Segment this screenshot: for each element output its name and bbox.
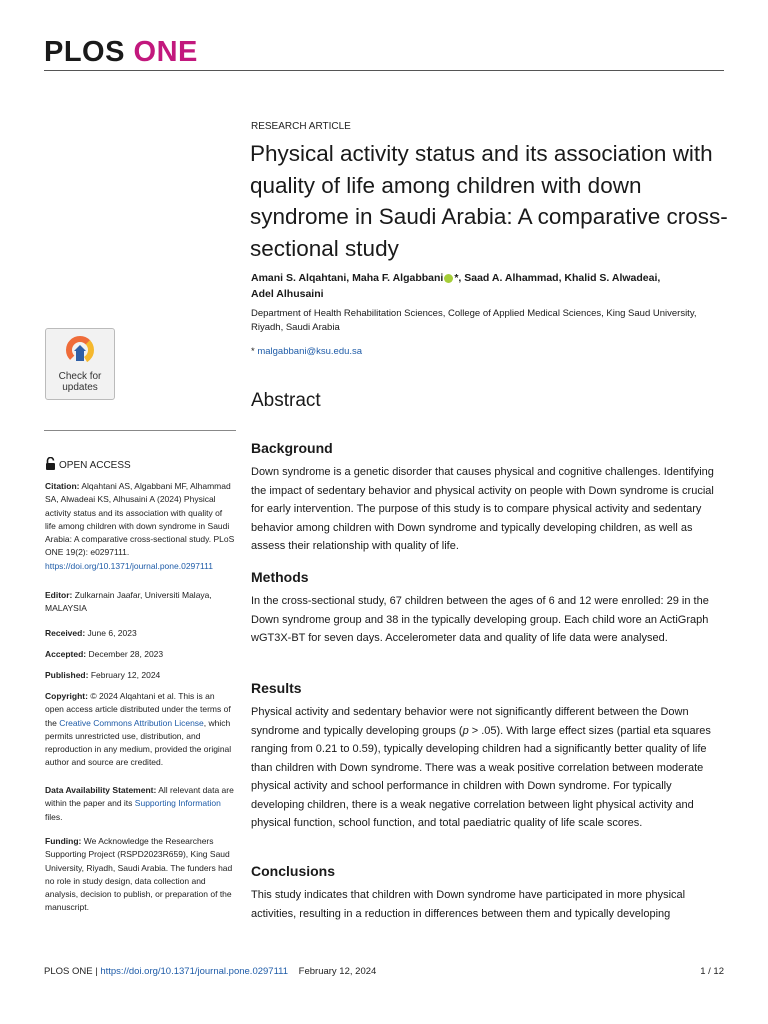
authors-part2: *, Saad A. Alhammad, Khalid S. Alwadeai, [454, 272, 661, 284]
affiliation: Department of Health Rehabilitation Sciences, College of Applied Medical Sciences, King Saud University, Riyadh, Saudi Arabia [251, 308, 697, 333]
funding-block [45, 835, 235, 915]
accepted-date: December 28, 2023 [88, 649, 164, 659]
header-rule [44, 70, 724, 71]
received-label: Received: [45, 628, 86, 638]
copyright-text-1: © 2024 Alqahtani et al. This is an open access article distributed under the terms of the [45, 691, 231, 728]
published-date: February 12, 2024 [90, 670, 161, 680]
abstract-heading: Abstract [251, 390, 321, 411]
check-updates-icon [65, 335, 95, 365]
email-star: * [251, 346, 258, 357]
funding-text: We Acknowledge the Researchers Supporting Project (RSPD2023R659), King Saud University, Riyadh, Saudi Arabia. The funders had no role in study design, data collection and analysis, decision to publish, or preparation of the manuscript. [45, 836, 233, 913]
license-link[interactable]: Creative Commons Attribution License [59, 717, 204, 728]
logo-one: ONE [133, 36, 198, 68]
corresponding-email [251, 346, 362, 357]
background-text: Down syndrome is a genetic disorder that causes physical and cognitive challenges. Identifying the impact of sedentary behavior and physical activity on people with Down syndrome is crucial for early intervention. The purpose of this study is to compare physical activity and sedentary behavior among children with Down syndrome and typically developing children, as well as assess their relationship with quality of life. [251, 466, 714, 552]
citation-text: Alqahtani AS, Algabbani MF, Alhammad SA, Alwadeai KS, Alhusaini A (2024) Physical activity status and its association with quality of life among children with down syndrome in Saudi Arabia: A comparative cross-sectional study. PLoS ONE 19(2): e0297111. [45, 481, 235, 558]
authors-part1: Amani S. Alqahtani, Maha F. Algabbani [251, 272, 444, 284]
received-date: June 6, 2023 [87, 628, 137, 638]
results-text-1: Physical activity and sedentary behavior were not significantly different between the Down syndrome and typically developing groups ( [251, 706, 689, 737]
published-label: Published: [45, 670, 89, 680]
editor-block [45, 589, 235, 616]
methods-text: In the cross-sectional study, 67 children between the ages of 6 and 12 were enrolled: 29 in the Down syndrome group and 38 in the typically developing group. Each child wore an ActiGraph wGT3X-BT for seven days. Accelerometer data and quality of life data were analysed. [251, 595, 709, 644]
citation-block [45, 480, 235, 573]
results-p-symbol: p [462, 724, 469, 737]
page-number: 1 / 12 [700, 966, 724, 977]
check-for-updates-badge[interactable] [45, 328, 115, 400]
editor-text: Zulkarnain Jaafar, Universiti Malaya, MALAYSIA [45, 590, 212, 614]
footer-journal: PLOS ONE | [44, 966, 101, 977]
background-heading: Background [251, 440, 333, 456]
results-heading: Results [251, 680, 302, 696]
data-availability-text-1: All relevant data are within the paper and its [45, 785, 234, 809]
logo-plos: PLOS [44, 36, 125, 68]
open-access-text: OPEN ACCESS [59, 460, 131, 471]
journal-logo [44, 36, 198, 69]
abstract-conclusions [251, 863, 721, 923]
article-title: Physical activity status and its association with quality of life among children with down syndrome in Saudi Arabia: A comparative cross-sectional study [250, 141, 728, 261]
page-footer [44, 966, 724, 977]
badge-text [46, 371, 114, 393]
abstract-background [251, 440, 721, 556]
copyright-block [45, 690, 235, 770]
editor-label: Editor: [45, 590, 73, 600]
citation-doi-link[interactable]: https://doi.org/10.1371/journal.pone.0297111 [45, 560, 213, 571]
data-availability-label: Data Availability Statement: [45, 785, 157, 795]
footer-date: February 12, 2024 [298, 966, 377, 977]
footer-doi-link[interactable]: https://doi.org/10.1371/journal.pone.0297111 [100, 966, 289, 977]
conclusions-heading: Conclusions [251, 863, 336, 879]
accepted-block [45, 648, 235, 661]
results-text-2: > .05). With large effect sizes (partial eta squares ranging from 0.21 to 0.59), typically developing children had a significantly better quality of life than children with Down syndrome. There was a weak positive correlation between moderate physical activity and school performance in children with Down syndrome. For typically developing children, there is a weak negative correlation between light physical activity and physical function, school function, and total paediatric quality of life scale scores. [251, 724, 711, 829]
abstract-methods [251, 569, 721, 648]
open-access-label [45, 457, 131, 471]
funding-label: Funding: [45, 836, 82, 846]
orcid-icon[interactable] [444, 274, 453, 283]
abstract-results [251, 680, 721, 833]
citation-label: Citation: [45, 481, 80, 491]
badge-line1: Check for [58, 371, 102, 382]
results-text [251, 703, 721, 833]
sidebar-rule [44, 430, 236, 431]
email-link[interactable]: malgabbani@ksu.edu.sa [257, 346, 363, 357]
article-type: RESEARCH ARTICLE [251, 121, 351, 132]
authors-part3: Adel Alhusaini [251, 288, 324, 300]
data-availability-text-2: files. [45, 811, 63, 822]
copyright-label: Copyright: [45, 691, 88, 701]
supporting-information-link[interactable]: Supporting Information [134, 798, 221, 809]
badge-line2: updates [62, 382, 98, 393]
open-lock-icon [45, 457, 56, 470]
author-list [251, 270, 721, 302]
received-block [45, 627, 235, 640]
methods-heading: Methods [251, 569, 309, 585]
accepted-label: Accepted: [45, 649, 87, 659]
conclusions-text: This study indicates that children with Down syndrome have participated in more physical activities, resulting in a reduction in differences between them and typically developing [251, 889, 686, 920]
data-availability-block [45, 784, 235, 824]
copyright-text-2: , which permits unrestricted use, distribution, and reproduction in any medium, provided the original author and source are credited. [45, 717, 232, 768]
published-block [45, 669, 235, 682]
